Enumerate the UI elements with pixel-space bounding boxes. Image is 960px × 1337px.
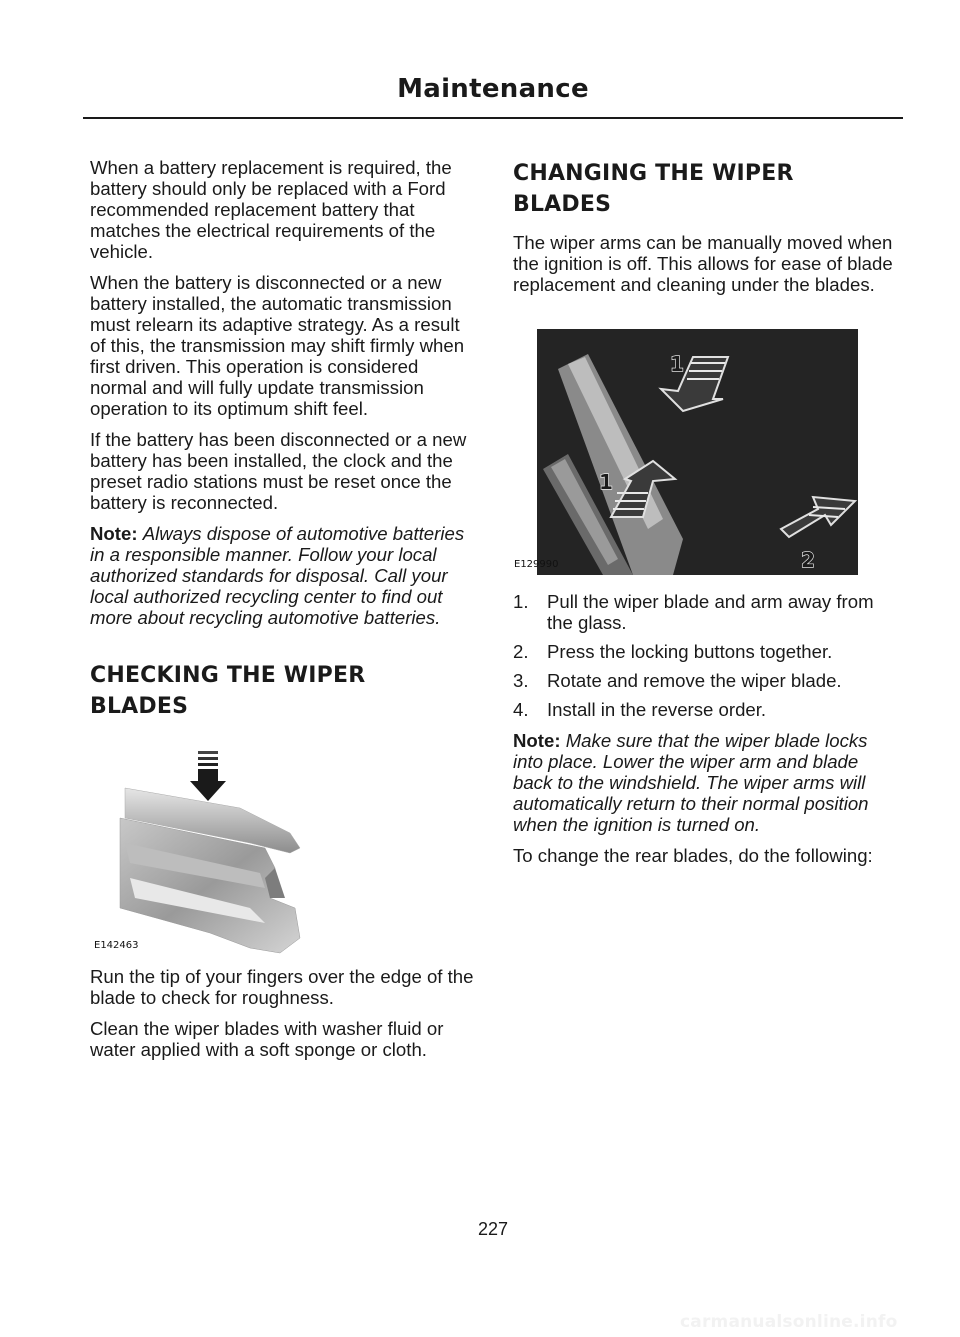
page-number: 227 (477, 1219, 509, 1239)
wiper-blade-change-figure (513, 329, 858, 575)
clock-reset-paragraph: If the battery has been disconnected or a new battery has been installed, the clock and the preset radio stations must be reset once the battery is reconnected. (90, 429, 467, 513)
wiper-arms-intro: The wiper arms can be manually moved when the ignition is off. This allows for ease of blade replacement and cleaning under the blades. (513, 232, 893, 295)
header-divider (83, 117, 903, 119)
down-arrow-icon (190, 751, 226, 801)
right-column-top (513, 158, 899, 305)
callout-1-top: 1 (670, 352, 684, 376)
figure-code: E142463 (94, 940, 139, 951)
note-label: Note: (90, 523, 138, 544)
page-title: Maintenance (397, 74, 589, 104)
transmission-relearn-paragraph: When the battery is disconnected or a new battery installed, the automatic transmission must relearn its adaptive strategy. As a result of this, the transmission may shift firmly when first driven. This operation is considered normal and will fully update transmission operation to its optimum shift feel. (90, 272, 465, 419)
left-column (90, 157, 475, 722)
battery-replacement-paragraph: When a battery replacement is required, the battery should only be replaced with a Ford recommended replacement battery that matches the electrical requirements of the vehicle. (90, 157, 452, 262)
callout-2: 2 (801, 548, 815, 572)
wiper-arm-illustration (513, 329, 858, 575)
note-text: Always dispose of automotive batteries in a responsible manner. Follow your local authorized standards for disposal. Call your local authorized recycling center to find out more about recycling automotive batteries. (90, 523, 465, 628)
steps-list (513, 591, 899, 720)
cleaning-paragraph: Clean the wiper blades with washer fluid or water applied with a soft sponge or cloth. (90, 1018, 444, 1060)
wiper-lock-note (513, 730, 899, 835)
list-item: 3. Rotate and remove the wiper blade. (513, 670, 842, 691)
figure-code: E129990 (514, 559, 559, 570)
note-label: Note: (513, 730, 561, 751)
left-column-bottom (90, 966, 475, 1070)
roughness-check-paragraph: Run the tip of your fingers over the edge of the blade to check for roughness. (90, 966, 474, 1008)
list-item: 1. Pull the wiper blade and arm away from the glass. (513, 591, 874, 633)
note-text: Make sure that the wiper blade locks into place. Lower the wiper arm and blade back to the windshield. The wiper arms will automatically return to their normal position when the ignition is turned on. (513, 730, 869, 835)
changing-wiper-heading: CHANGING THE WIPER BLADES (513, 161, 794, 217)
wiper-blade-check-figure (90, 748, 340, 958)
battery-disposal-note (90, 523, 475, 628)
list-item: 4. Install in the reverse order. (513, 699, 767, 720)
right-column-bottom (513, 591, 899, 876)
watermark: carmanualsonline.info (680, 1312, 898, 1332)
rear-blades-paragraph: To change the rear blades, do the following: (513, 845, 873, 866)
checking-wiper-heading: CHECKING THE WIPER BLADES (90, 663, 366, 719)
list-item: 2. Press the locking buttons together. (513, 641, 833, 662)
callout-1-bottom: 1 (599, 470, 613, 494)
wiper-blade-illustration (90, 748, 340, 958)
